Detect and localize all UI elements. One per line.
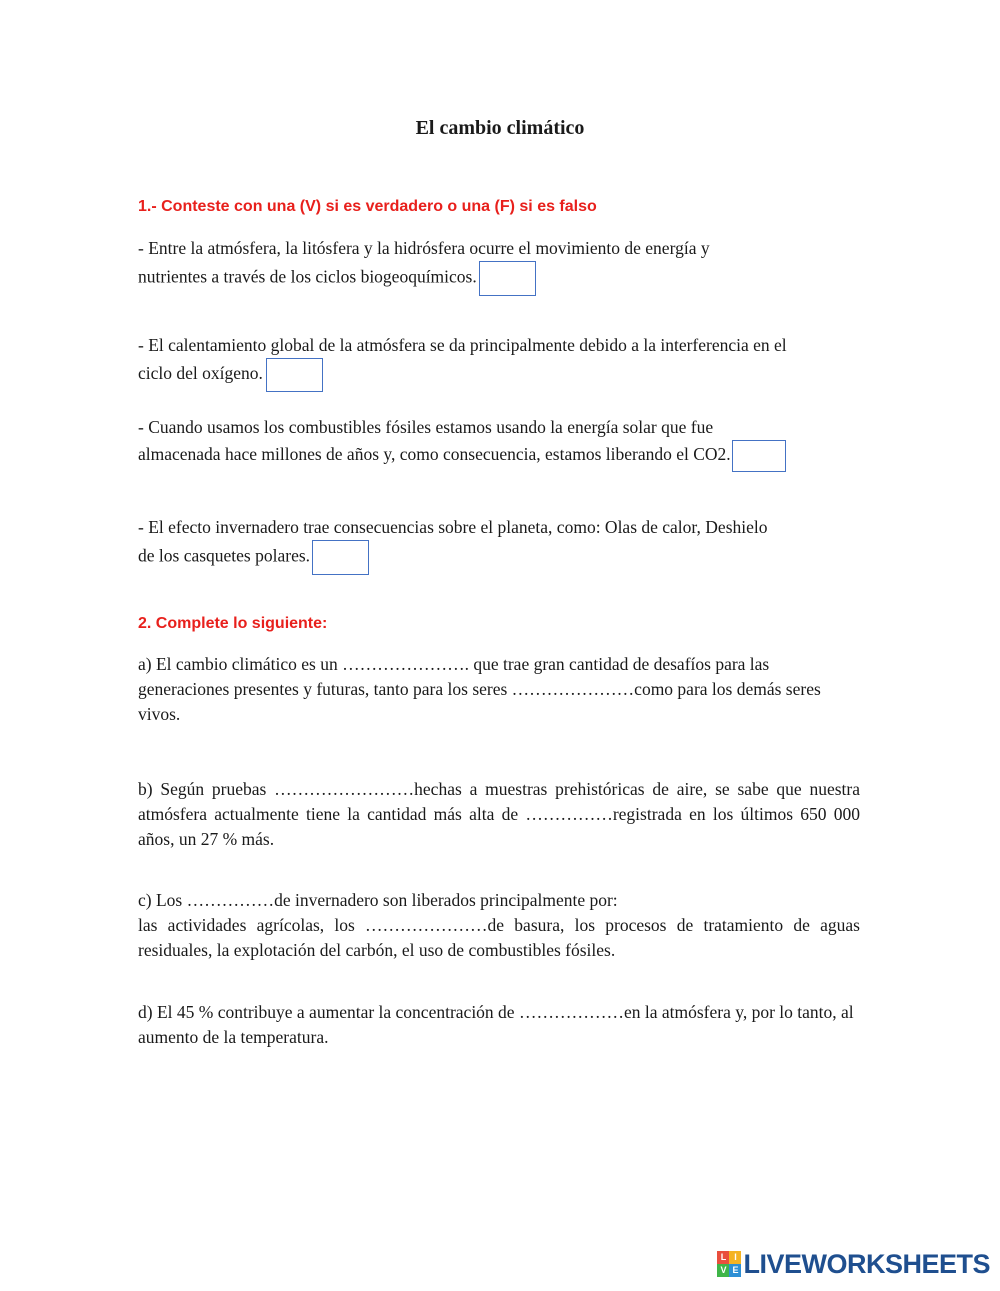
page-title: El cambio climático — [415, 117, 585, 139]
question-2c — [138, 888, 860, 963]
liveworksheets-logo-text: LIVEWORKSHEETS — [743, 1248, 990, 1279]
question-2d: d) El 45 % contribuye a aumentar la concentración de ………………en la atmósfera y, por lo tanto, al aumento de la temperatura. — [138, 1002, 854, 1047]
question-2b: b) Según pruebas ……………………hechas a muestras prehistóricas de aire, se sabe que nuestra atmósfera actualmente tiene la cantidad más alta de ……………registrada en los últimos 650 000 años, un 27 % más. — [138, 779, 860, 849]
answer-box-3[interactable] — [732, 440, 786, 472]
question-1-3-line1: - Cuando usamos los combustibles fósiles estamos usando la energía solar que fue — [138, 417, 714, 437]
liveworksheets-logo-icon: L I V E — [717, 1251, 741, 1277]
question-1-3-line2: almacenada hace millones de años y, como consecuencia, estamos liberando el CO2. — [138, 444, 731, 465]
question-1-1 — [138, 236, 860, 296]
answer-box-1[interactable] — [479, 261, 536, 296]
answer-box-2[interactable] — [266, 358, 323, 392]
question-1-4 — [138, 515, 860, 575]
answer-box-4[interactable] — [312, 540, 369, 575]
question-1-1-line1: - Entre la atmósfera, la litósfera y la hidrósfera ocurre el movimiento de energía y — [138, 238, 710, 258]
question-1-4-line2: de los casquetes polares. — [138, 545, 311, 566]
question-1-2 — [138, 333, 860, 392]
section-2-heading: 2. Complete lo siguiente: — [138, 615, 328, 632]
question-1-3 — [138, 415, 860, 472]
liveworksheets-logo — [717, 1249, 990, 1279]
question-2c-line1: c) Los ……………de invernadero son liberados principalmente por: — [138, 890, 618, 910]
section-1-heading: 1.- Conteste con una (V) si es verdadero o una (F) si es falso — [138, 198, 597, 215]
question-1-1-line2: nutrientes a través de los ciclos biogeoquímicos. — [138, 266, 477, 287]
question-1-2-line1: - El calentamiento global de la atmósfera se da principalmente debido a la interferencia en el — [138, 335, 787, 355]
question-1-2-line2: ciclo del oxígeno. — [138, 363, 263, 384]
question-1-4-line1: - El efecto invernadero trae consecuencias sobre el planeta, como: Olas de calor, Deshielo — [138, 517, 768, 537]
question-2c-line2: las actividades agrícolas, los …………………de basura, los procesos de tratamiento de aguas residuales, la explotación del carbón, el uso de combustibles fósiles. — [138, 915, 860, 960]
question-2a: a) El cambio climático es un …………………. que trae gran cantidad de desafíos para las generaciones presentes y futuras, tanto para los seres …………………como para los demás seres vivos. — [138, 654, 821, 724]
